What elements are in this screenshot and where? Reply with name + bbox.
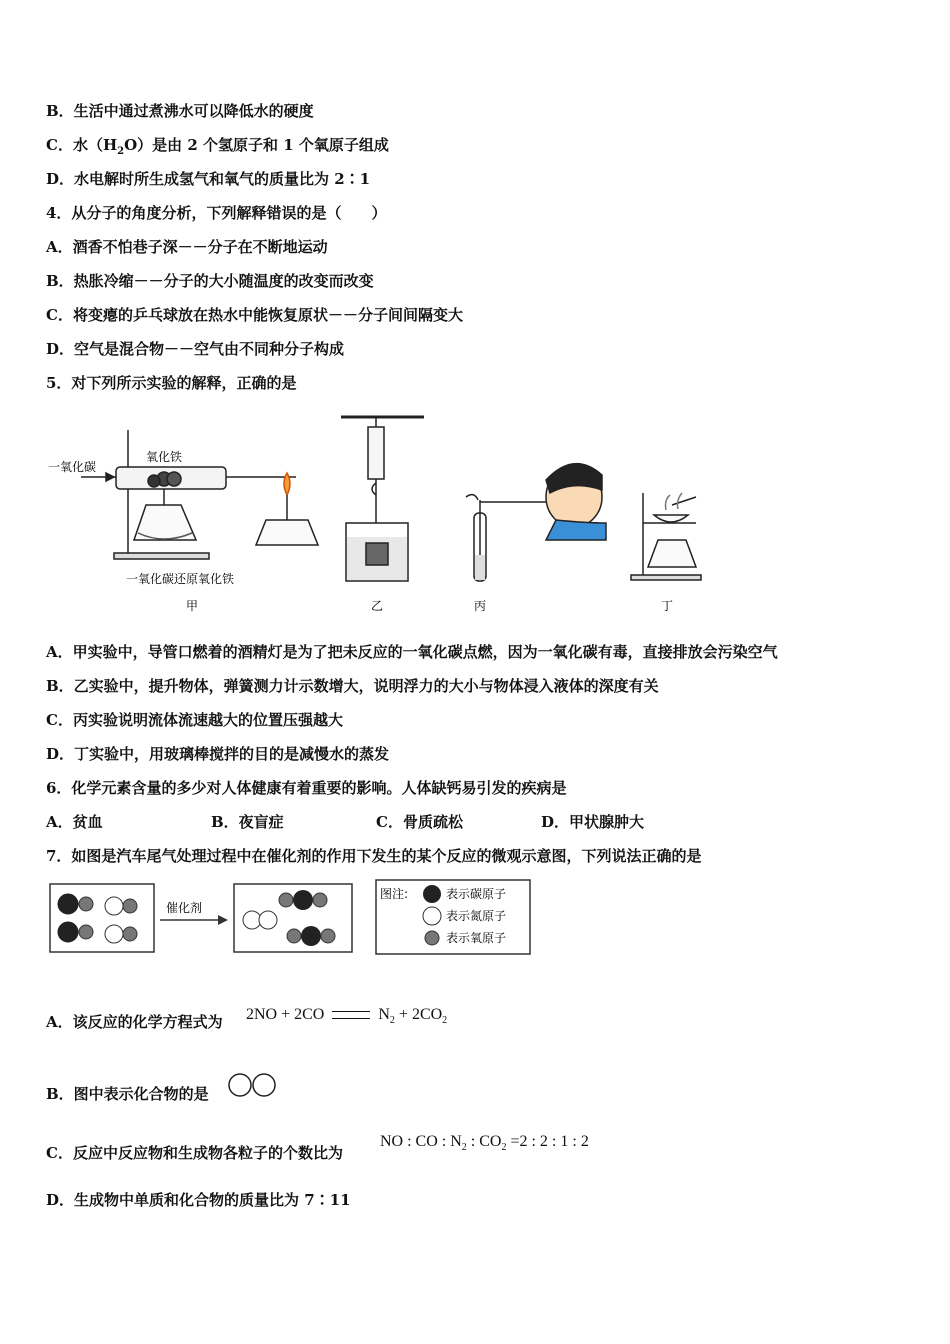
fe2o3-label: 氧化铁 — [146, 450, 183, 464]
yi-apparatus — [341, 417, 424, 581]
q6-option-c: C．骨质疏松 — [376, 813, 463, 831]
eq-c-p3: =2 : 2 : 1 : 2 — [510, 1133, 589, 1150]
legend-carbon: 表示碳原子 — [446, 887, 507, 901]
eq-c-p2: : CO — [470, 1133, 502, 1150]
label-ding: 丁 — [661, 599, 674, 613]
eq-c-p2-sub: 2 — [501, 1142, 507, 1153]
q7b-text: B．图中表示化合物的是 — [46, 1085, 209, 1103]
q5-option-b: B．乙实验中，提升物体，弹簧测力计示数增大，说明浮力的大小与物体浸入液体的深度有关 — [46, 677, 659, 695]
q6-option-b: B．夜盲症 — [211, 813, 284, 831]
jia-caption: 一氧化碳还原氧化铁 — [126, 572, 235, 586]
eq-a-n2-sub: 2 — [389, 1015, 395, 1026]
reaction-diagram — [46, 878, 536, 958]
q4-option-b: B．热胀冷缩－－分子的大小随温度的改变而改变 — [46, 272, 374, 290]
eq-a-co2-sub: 2 — [442, 1015, 448, 1026]
q7-option-c — [46, 1143, 343, 1163]
q5-stem: 5．对下列所示实验的解释，正确的是 — [46, 374, 297, 392]
eq-a-co2: + 2CO — [398, 1006, 443, 1023]
q6-option-d: D．甲状腺肿大 — [541, 813, 645, 831]
eq-a-n2: N — [378, 1006, 390, 1023]
reactant-box — [50, 884, 154, 952]
q7c-text: C．反应中反应物和生成物各粒子的个数比为 — [46, 1144, 343, 1162]
n2-molecule-icon — [226, 1070, 280, 1100]
q3c-post: O）是由 2 个氢原子和 1 个氧原子组成 — [124, 136, 389, 154]
q3c-sub: 2 — [117, 146, 125, 157]
experiment-figure — [46, 405, 726, 620]
equation-c — [380, 1132, 589, 1158]
eq-c-p1: NO : CO : N — [380, 1133, 462, 1150]
q3c-pre: C．水（H — [46, 136, 118, 154]
legend-title: 图注: — [380, 887, 409, 901]
q4-option-c: C．将变瘪的乒乓球放在热水中能恢复原状－－分子间间隔变大 — [46, 306, 463, 324]
q3-option-d: D．水电解时所生成氢气和氧气的质量比为 2∶1 — [46, 170, 371, 188]
q4-option-d: D．空气是混合物－－空气由不同种分子构成 — [46, 340, 345, 358]
q3-option-c — [46, 135, 389, 162]
jia-apparatus — [81, 430, 318, 559]
bing-apparatus — [466, 464, 606, 581]
co-label: 一氧化碳 — [48, 460, 97, 474]
label-jia: 甲 — [186, 599, 199, 613]
equation-a — [246, 1005, 447, 1031]
q4-stem: 4．从分子的角度分析，下列解释错误的是（ ） — [46, 204, 387, 222]
ding-apparatus — [631, 493, 701, 580]
q5-option-d: D．丁实验中，用玻璃棒搅拌的目的是减慢水的蒸发 — [46, 745, 390, 763]
q7-option-a — [46, 1012, 223, 1032]
q5-option-a: A．甲实验中，导管口燃着的酒精灯是为了把未反应的一氧化碳点燃，因为一氧化碳有毒，直接排放会污染空气 — [46, 643, 778, 661]
eq-c-p1-sub: 2 — [461, 1142, 467, 1153]
reaction-arrow — [160, 915, 228, 925]
eq-a-left: 2NO + 2CO — [246, 1006, 325, 1023]
legend-oxygen: 表示氧原子 — [446, 931, 507, 945]
q6-option-a: A．贫血 — [46, 813, 103, 831]
legend-nitrogen: 表示氮原子 — [446, 909, 507, 923]
q7-option-d: D．生成物中单质和化合物的质量比为 7∶11 — [46, 1191, 351, 1209]
label-yi: 乙 — [371, 599, 384, 613]
q7-stem: 7．如图是汽车尾气处理过程中在催化剂的作用下发生的某个反应的微观示意图，下列说法正确的是 — [46, 847, 702, 865]
label-bing: 丙 — [474, 599, 487, 613]
eq-a-equals — [332, 1011, 370, 1019]
q4-option-a: A．酒香不怕巷子深－－分子在不断地运动 — [46, 238, 328, 256]
q7a-text: A．该反应的化学方程式为 — [46, 1013, 223, 1031]
catalyst-label: 催化剂 — [166, 901, 203, 915]
q6-stem: 6．化学元素含量的多少对人体健康有着重要的影响。人体缺钙易引发的疾病是 — [46, 779, 567, 797]
q5-option-c: C．丙实验说明流体流速越大的位置压强越大 — [46, 711, 343, 729]
q7-option-b — [46, 1084, 209, 1104]
product-box — [234, 884, 352, 952]
q3-option-b: B．生活中通过煮沸水可以降低水的硬度 — [46, 102, 314, 120]
